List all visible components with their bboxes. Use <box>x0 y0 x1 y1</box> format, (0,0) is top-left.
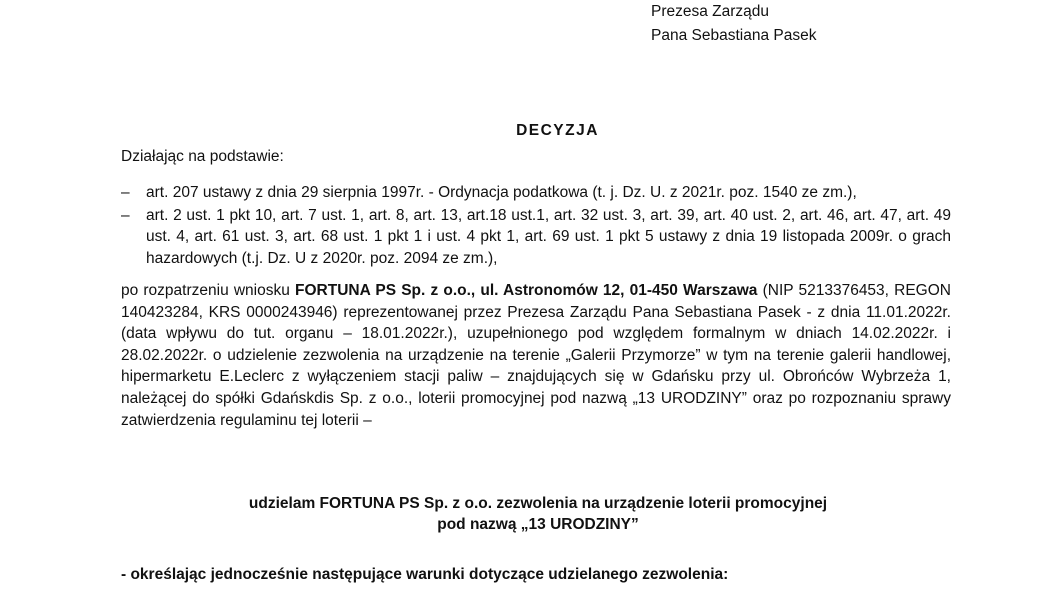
list-item-text: art. 2 ust. 1 pkt 10, art. 7 ust. 1, art. 8, art. 13, art.18 ust.1, art. 32 ust. 3, art. 39, art. 40 ust. 2, art. 46, art. 47, art. 49 ust. 4, art. 61 ust. 3, art. 68 ust. 1 pkt 1 i ust. 4 pkt 1, art. 69 ust. 1 pkt 5 ustawy z dnia 19 listopada 2009r. o grach hazardowych (t.j. Dz. U z 2020r. poz. 2094 ze zm.), <box>146 206 951 267</box>
addressee-block <box>651 0 816 48</box>
company-name-bold: FORTUNA PS Sp. z o.o., ul. Astronomów 12, 01-450 Warszawa <box>295 282 758 299</box>
grant-statement <box>0 493 1050 535</box>
list-dash: – <box>121 206 130 224</box>
body-paragraph <box>121 280 951 431</box>
legal-basis-list <box>121 182 951 270</box>
list-item <box>121 205 951 270</box>
body-text-part-2: (NIP 5213376453, REGON 140423284, KRS 0000243946) reprezentowanej przez Prezesa Zarządu Pana Sebastiana Pasek - z dnia 11.01.2022r. (data wpływu do tut. organu – 18.01.2022r.), uzupełnionego pod względem formalnym w dniach 14.02.2022r. i 28.02.2022r. o udzielenie zezwolenia na urządzenie na terenie „Galerii Przymorze” w tym na terenie galerii handlowej, hipermarketu E.Leclerc z wyłączeniem stacji paliw – znajdujących się w Gdańsku przy ul. Obrońców Wybrzeża 1, należącej do spółki Gdańskdis Sp. z o.o., loterii promocyjnej pod nazwą „13 URODZINY” oraz po rozpoznaniu sprawy zatwierdzenia regulaminu tej loterii – <box>121 282 951 429</box>
list-item-text: art. 207 ustawy z dnia 29 sierpnia 1997r. - Ordynacja podatkowa (t. j. Dz. U. z 2021r. poz. 1540 ze zm.), <box>146 184 857 201</box>
conditions-heading: - określając jednocześnie następujące warunki dotyczące udzielanego zezwolenia: <box>121 566 729 583</box>
intro-text: Działając na podstawie: <box>121 148 284 165</box>
addressee-line-2: Pana Sebastiana Pasek <box>651 27 817 44</box>
body-text-part-1: po rozpatrzeniu wniosku <box>121 282 296 299</box>
list-dash: – <box>121 184 130 201</box>
addressee-line-1: Prezesa Zarządu <box>651 3 770 20</box>
list-item <box>121 182 951 204</box>
grant-line-2: pod nazwą „13 URODZINY” <box>437 516 639 533</box>
decision-title: DECYZJA <box>516 122 599 139</box>
grant-line-1: udzielam FORTUNA PS Sp. z o.o. zezwolenia na urządzenie loterii promocyjnej <box>248 495 828 512</box>
